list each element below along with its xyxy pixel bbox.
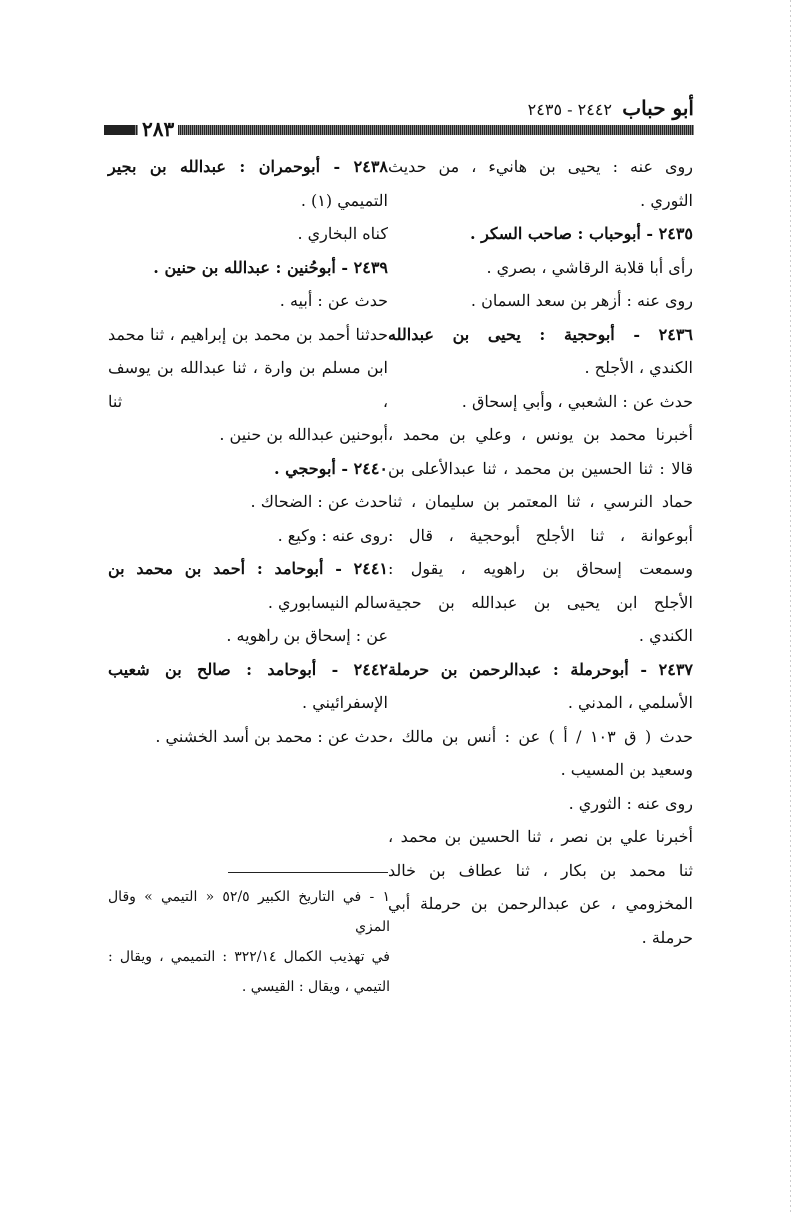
entry-heading-line: ٢٤٣٧ - أبوحرملة : عبدالرحمن بن حرملة [388, 659, 693, 679]
header-entry-range: ٢٤٤٢ - ٢٤٣٥ [527, 100, 612, 119]
text-line: روى عنه : أزهر بن سعد السمان . [470, 291, 693, 310]
text-line: الكندي . [638, 626, 693, 645]
entry-heading-line: ٢٤٣٨ - أبوحمران : عبدالله بن بجير [108, 157, 388, 176]
running-header [104, 96, 694, 124]
footnote-line: التيمي ، ويقال : القيسي . [241, 979, 390, 995]
text-line: عن : إسحاق بن راهويه . [226, 626, 388, 645]
text-line: حماد النرسي ، ثنا المعتمر بن سليمان ، ثنا [388, 492, 693, 511]
page-number: ٢٨٣ [138, 119, 178, 139]
text-line: حرملة . [641, 927, 693, 947]
text-line: حدث عن : أبيه . [279, 291, 388, 310]
text-line: الكندي ، الأجلح . [584, 358, 693, 377]
text-line: الأسلمي ، المدني . [567, 693, 693, 712]
text-line: وسعيد بن المسيب . [560, 760, 693, 779]
text-line: حدث ( ق ١٠٣ / أ ) عن : أنس بن مالك ، [388, 726, 694, 746]
text-line: أخبرنا محمد بن يونس ، وعلي بن محمد ، [388, 425, 693, 444]
text-line: الثوري . [640, 190, 693, 210]
footnote-separator [228, 872, 388, 873]
text-line: روى عنه : الثوري . [568, 793, 693, 813]
text-line: ثنا محمد بن بكار ، ثنا عطاف بن خالد [388, 860, 693, 880]
text-line: التميمي (١) . [300, 190, 388, 210]
text-line: أبوعوانة ، ثنا الأجلح أبوحجية ، قال : [388, 525, 693, 545]
text-line: كناه البخاري . [297, 224, 388, 243]
text-line: وسمعت إسحاق بن راهويه ، يقول : [388, 559, 693, 578]
left-column [108, 150, 388, 753]
text-line: رأى أبا قلابة الرقاشي ، بصري . [486, 257, 693, 277]
text-line: ابن مسلم بن وارة ، ثنا عبدالله بن يوسف ، ثنا [108, 358, 388, 411]
header-rule [104, 117, 694, 141]
text-line: سالم النيسابوري . [267, 592, 388, 612]
footnote [108, 882, 390, 1002]
text-line: الأجلح ابن يحيى بن عبدالله بن حجية [388, 592, 693, 612]
entry-heading-line: ٢٤٣٥ - أبوحباب : صاحب السكر . [469, 224, 693, 243]
right-column [388, 150, 693, 954]
text-line: أخبرنا علي بن نصر ، ثنا الحسين بن محمد ، [388, 827, 693, 846]
text-line: حدث عن : الضحاك . [250, 492, 388, 511]
entry-heading-line: ٢٤٤٢ - أبوحامد : صالح بن شعيب [108, 659, 388, 679]
hatched-rule [104, 125, 694, 135]
text-line: أبوحنين عبدالله بن حنين . [219, 425, 388, 444]
header-title: أبو حباب [622, 96, 694, 120]
text-line: روى عنه : يحيى بن هانيء ، من حديث [388, 157, 693, 176]
entry-heading-line: ٢٤٤٠ - أبوحجي . [273, 458, 388, 478]
rule-end-block [104, 125, 134, 135]
text-line: حدث عن : الشعبي ، وأبي إسحاق . [461, 391, 693, 411]
text-line: الإسفرائيني . [302, 693, 388, 712]
entry-heading-line: ٢٤٣٦ - أبوحجية : يحيى بن عبدالله [388, 324, 693, 344]
text-line: المخزومي ، عن عبدالرحمن بن حرملة أبي [388, 894, 693, 913]
text-line: حدث عن : محمد بن أسد الخشني . [155, 726, 388, 746]
footnote-line: ١ - في التاريخ الكبير ٥٢/٥ « التيمي » وقال المزي [108, 889, 390, 935]
entry-heading-line: ٢٤٣٩ - أبوحُنين : عبدالله بن حنين . [153, 257, 388, 277]
entry-heading-line: ٢٤٤١ - أبوحامد : أحمد بن محمد بن [108, 559, 388, 578]
footnote-line: في تهذيب الكمال ٣٢٢/١٤ : التميمي ، ويقال : [108, 949, 390, 965]
scan-edge [790, 0, 791, 1213]
text-line: قالا : ثنا الحسين بن محمد ، ثنا عبدالأعلى بن [388, 458, 693, 478]
text-line: روى عنه : وكيع . [277, 525, 388, 545]
text-line: حدثنا أحمد بن محمد بن إبراهيم ، ثنا محمد [108, 324, 388, 344]
